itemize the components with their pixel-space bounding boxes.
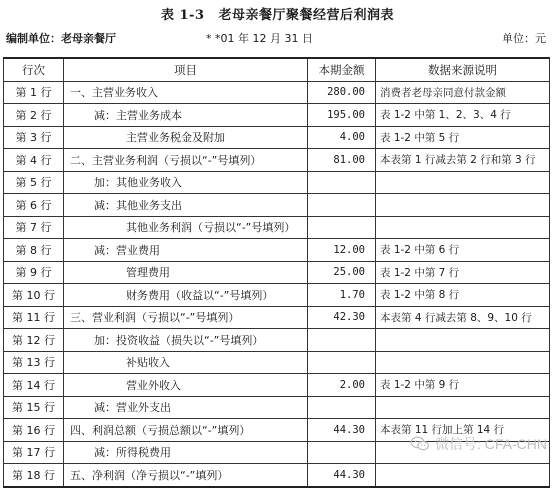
table-row [4,464,550,487]
table-row [4,194,550,217]
amount-cell: 42.30 [308,306,376,329]
item-cell: 财务费用（收益以“-”号填列） [64,284,308,307]
amount-cell: 195.00 [308,104,376,127]
item-cell: 五、净利润（净亏损以“-”填列） [64,464,308,487]
row-number-cell: 第 8 行 [4,239,64,262]
income-statement-table [3,57,550,488]
row-number-cell: 第 15 行 [4,396,64,419]
row-number-cell: 第 14 行 [4,374,64,397]
amount-cell [308,216,376,239]
source-cell [376,464,550,487]
item-cell: 加：其他业务收入 [64,171,308,194]
row-number-cell: 第 12 行 [4,329,64,352]
source-cell [376,171,550,194]
item-cell: 二、主营业务利润（亏损以“-”号填列） [64,149,308,172]
amount-cell: 44.30 [308,464,376,487]
amount-cell [308,171,376,194]
table-number: 表 1-3 [160,8,205,23]
header-row-number: 行次 [4,58,64,81]
watermark [410,434,547,454]
amount-cell: 25.00 [308,261,376,284]
row-number-cell: 第 6 行 [4,194,64,217]
amount-cell: 280.00 [308,81,376,104]
compiling-unit: 编制单位：老母亲餐厅 [6,32,116,45]
amount-cell [308,396,376,419]
item-cell: 四、利润总额（亏损总额以“-”填列） [64,419,308,442]
item-cell: 营业外收入 [64,374,308,397]
row-number-cell: 第 18 行 [4,464,64,487]
table-row [4,329,550,352]
amount-cell: 1.70 [308,284,376,307]
watermark-text: 微信号: CFA-CHN [435,436,547,452]
item-cell: 其他业务利润（亏损以“-”号填列） [64,216,308,239]
amount-cell: 12.00 [308,239,376,262]
table-row [4,306,550,329]
table-row [4,149,550,172]
table-row [4,126,550,149]
row-number-cell: 第 4 行 [4,149,64,172]
header-amount: 本期金额 [308,58,376,81]
source-cell: 表 1-2 中第 8 行 [376,284,550,307]
report-meta [6,30,546,48]
report-title [0,4,555,23]
table-row [4,104,550,127]
row-number-cell: 第 2 行 [4,104,64,127]
table-header-row [4,58,550,81]
source-cell [376,194,550,217]
item-cell: 减：主营业务成本 [64,104,308,127]
source-cell: 表 1-2 中第 5 行 [376,126,550,149]
source-cell: 表 1-2 中第 1、2、3、4 行 [376,104,550,127]
item-cell: 主营业务税金及附加 [64,126,308,149]
amount-cell [308,441,376,464]
table-title-text: 老母亲餐厅聚餐经营后利润表 [218,8,395,23]
table-row [4,284,550,307]
table-row [4,81,550,104]
row-number-cell: 第 9 行 [4,261,64,284]
item-cell: 减：营业外支出 [64,396,308,419]
item-cell: 一、主营业务收入 [64,81,308,104]
item-cell: 三、营业利润（亏损以“-”号填列） [64,306,308,329]
amount-cell [308,329,376,352]
amount-cell: 81.00 [308,149,376,172]
table-row [4,239,550,262]
amount-cell [308,351,376,374]
source-cell [376,396,550,419]
table-body [4,81,550,487]
source-cell: 表 1-2 中第 7 行 [376,261,550,284]
source-cell: 本表第 4 行减去第 8、9、10 行 [376,306,550,329]
source-cell: 本表第 11 行加上第 14 行 [376,419,550,442]
row-number-cell: 第 7 行 [4,216,64,239]
row-number-cell: 第 13 行 [4,351,64,374]
amount-cell: 44.30 [308,419,376,442]
item-cell: 管理费用 [64,261,308,284]
amount-cell: 4.00 [308,126,376,149]
currency-unit: 单位：元 [502,32,546,45]
item-cell: 减：其他业务支出 [64,194,308,217]
source-cell: 表 1-2 中第 9 行 [376,374,550,397]
item-cell: 加：投资收益（损失以“-”号填列） [64,329,308,352]
item-cell: 减：所得税费用 [64,441,308,464]
table-row [4,216,550,239]
header-source: 数据来源说明 [376,58,550,81]
item-cell: 补贴收入 [64,351,308,374]
amount-cell: 2.00 [308,374,376,397]
table-row [4,374,550,397]
table-row [4,351,550,374]
row-number-cell: 第 17 行 [4,441,64,464]
amount-cell [308,194,376,217]
table-row [4,396,550,419]
source-cell [376,216,550,239]
row-number-cell: 第 1 行 [4,81,64,104]
item-cell: 减：营业费用 [64,239,308,262]
table-row [4,171,550,194]
row-number-cell: 第 3 行 [4,126,64,149]
row-number-cell: 第 16 行 [4,419,64,442]
row-number-cell: 第 11 行 [4,306,64,329]
source-cell: 本表第 1 行减去第 2 行和第 3 行 [376,149,550,172]
header-item: 项目 [64,58,308,81]
source-cell [376,351,550,374]
row-number-cell: 第 5 行 [4,171,64,194]
source-cell [376,329,550,352]
wechat-icon [410,436,430,452]
row-number-cell: 第 10 行 [4,284,64,307]
report-date: * *01 年 12 月 31 日 [206,32,313,45]
source-cell: 表 1-2 中第 6 行 [376,239,550,262]
source-cell: 消费者老母亲同意付款金额 [376,81,550,104]
table-row [4,261,550,284]
